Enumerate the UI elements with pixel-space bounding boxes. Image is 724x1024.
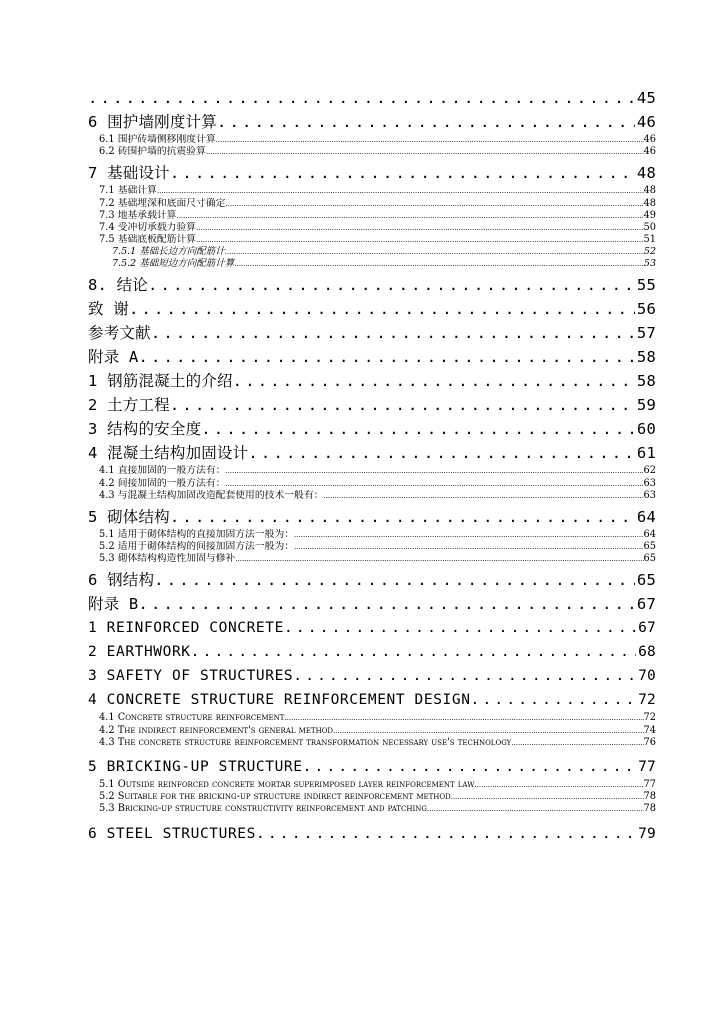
toc-dot-leader xyxy=(170,393,635,417)
toc-entry-title: 4.2 间接加固的一般方法有： xyxy=(99,477,226,489)
toc-chapter-entry[interactable] xyxy=(88,640,656,664)
toc-chapter-entry[interactable] xyxy=(88,297,656,321)
toc-entry-title: 4.1 Concrete structure reinforcement xyxy=(99,712,285,724)
toc-page-number: 57 xyxy=(636,324,656,343)
toc-page-number: 72 xyxy=(638,692,656,709)
toc-section-entry[interactable] xyxy=(88,490,656,502)
toc-entry-title: 2 EARTHWORK xyxy=(88,644,191,661)
toc-page-number: 48 xyxy=(643,185,656,197)
toc-dot-leader xyxy=(196,222,643,234)
toc-chapter-entry[interactable] xyxy=(88,345,656,369)
toc-chapter-entry[interactable] xyxy=(88,441,656,465)
toc-dot-leader xyxy=(225,246,644,258)
toc-entry-title: 6 钢结构 xyxy=(88,571,155,590)
toc-section-entry[interactable] xyxy=(88,198,656,210)
toc-dot-leader xyxy=(248,441,635,465)
toc-page-number: 58 xyxy=(636,372,656,391)
toc-dot-leader xyxy=(303,755,637,779)
toc-page-number: 55 xyxy=(636,276,656,295)
toc-page-number: 65 xyxy=(643,541,656,553)
toc-entry-title: 7.1 基础计算 xyxy=(99,185,157,197)
toc-page-number: 64 xyxy=(636,507,656,526)
toc-page-number: 68 xyxy=(638,644,656,661)
toc-chapter-entry[interactable] xyxy=(88,688,656,712)
toc-page-number: 48 xyxy=(643,197,656,209)
toc-page-number: 51 xyxy=(643,234,656,246)
toc-entry-title: 5 砌体结构 xyxy=(88,507,170,526)
toc-dot-leader xyxy=(151,321,635,345)
toc-entry-title: 4.1 直接加固的一般方法有： xyxy=(99,465,226,477)
toc-entry-title: 7.5.1 基础长边方向配筋计 xyxy=(112,246,225,258)
toc-page-number: 77 xyxy=(643,779,656,790)
toc-entry-title: 1 钢筋混凝土的介绍 xyxy=(88,372,233,391)
toc-page-number: 60 xyxy=(636,420,656,439)
toc-entry-title: 参考文献 xyxy=(88,324,151,343)
toc-section-entry[interactable] xyxy=(88,737,656,749)
toc-section-entry[interactable] xyxy=(88,712,656,724)
toc-dot-leader xyxy=(225,465,643,477)
toc-page-number: 64 xyxy=(643,528,656,540)
toc-page-number: 59 xyxy=(636,396,656,415)
toc-entry-title: 附录 B xyxy=(88,595,139,614)
toc-dot-leader xyxy=(333,725,643,737)
toc-chapter-entry[interactable] xyxy=(88,273,656,297)
toc-chapter-entry[interactable] xyxy=(88,568,656,592)
toc-subsection-entry[interactable] xyxy=(88,246,656,258)
toc-dot-leader xyxy=(225,478,643,490)
toc-entry-title: 4.3 The concrete structure reinforcement transformation necessary use's technology xyxy=(99,736,512,748)
toc-page-number: 58 xyxy=(636,348,656,367)
toc-entry-title: 7.5.2 基础短边方向配筋计算 xyxy=(112,258,235,270)
toc-page-number: 49 xyxy=(643,209,656,221)
toc-entry-title: 8. 结论 xyxy=(88,276,148,295)
toc-dot-leader xyxy=(293,664,636,688)
toc-dot-leader xyxy=(138,592,634,616)
toc-section-entry[interactable] xyxy=(88,478,656,490)
toc-entry-title: 6.2 砖围护墙的抗震验算 xyxy=(99,146,206,158)
toc-section-entry[interactable] xyxy=(88,529,656,541)
toc-entry-title: 7 基础设计 xyxy=(88,164,170,183)
toc-page-number: 65 xyxy=(643,553,656,565)
toc-entry-title: 1 REINFORCED CONCRETE xyxy=(88,620,284,637)
toc-page-number: 77 xyxy=(638,759,656,775)
toc-dot-leader xyxy=(256,822,636,846)
toc-dot-leader xyxy=(474,779,643,791)
toc-page-number: 46 xyxy=(636,113,656,131)
toc-chapter-entry[interactable] xyxy=(88,616,656,640)
toc-chapter-entry[interactable] xyxy=(88,505,656,529)
toc-chapter-entry[interactable] xyxy=(88,592,656,616)
toc-section-entry[interactable] xyxy=(88,222,656,234)
toc-section-entry[interactable] xyxy=(88,134,656,146)
toc-dot-leader xyxy=(216,134,644,146)
toc-page-number: 65 xyxy=(636,571,656,590)
toc-entry-title: 4 CONCRETE STRUCTURE REINFORCEMENT DESIGN xyxy=(88,692,471,709)
toc-page-number: 61 xyxy=(636,444,656,463)
toc-page-number: 78 xyxy=(643,791,656,803)
toc-section-entry[interactable] xyxy=(88,234,656,246)
toc-dot-leader xyxy=(201,417,635,441)
toc-page-number: 46 xyxy=(643,146,656,158)
toc-entry-title: 7.2 基础埋深和底面尺寸确定 xyxy=(99,197,226,209)
toc-page-number: 56 xyxy=(636,300,656,319)
toc-dot-leader xyxy=(323,490,643,502)
toc-dot-leader xyxy=(170,161,635,185)
toc-dot-leader xyxy=(176,210,643,222)
toc-dot-leader xyxy=(170,505,635,529)
toc-section-entry[interactable] xyxy=(88,465,656,477)
toc-entry-title: 3 结构的安全度 xyxy=(88,420,202,439)
toc-dot-leader xyxy=(196,234,643,246)
toc-section-entry[interactable] xyxy=(88,791,656,803)
toc-chapter-entry[interactable] xyxy=(88,393,656,417)
toc-entry-title: 5.2 适用于砌体结构的间接加固方法一般为： xyxy=(99,541,295,553)
toc-entry-title: 7.3 地基承载计算 xyxy=(99,209,177,221)
toc-page-number: 72 xyxy=(643,712,656,724)
toc-page-number: 62 xyxy=(643,465,656,477)
table-of-contents xyxy=(88,86,656,846)
toc-entry-title: 附录 A xyxy=(88,348,139,367)
toc-dot-leader xyxy=(294,529,643,541)
toc-page-number: 76 xyxy=(643,736,656,748)
toc-dot-leader xyxy=(191,640,636,664)
toc-entry-title: 7.5 基础底板配筋计算 xyxy=(99,234,197,246)
toc-chapter-entry[interactable] xyxy=(88,664,656,688)
toc-entry-title: 6 围护墙刚度计算 xyxy=(88,113,217,131)
toc-page-number: 63 xyxy=(643,477,656,489)
toc-section-entry[interactable] xyxy=(88,803,656,815)
toc-dot-leader xyxy=(233,369,635,393)
toc-dot-leader xyxy=(294,541,643,553)
toc-section-entry[interactable] xyxy=(88,541,656,553)
toc-page-number: 63 xyxy=(643,489,656,501)
toc-page-number: 48 xyxy=(636,164,656,183)
toc-chapter-entry[interactable] xyxy=(88,755,656,779)
toc-dot-leader xyxy=(148,273,635,297)
toc-chapter-entry[interactable] xyxy=(88,369,656,393)
toc-dot-leader xyxy=(234,258,644,270)
toc-entry-title: 5.3 砌体结构构造性加固与修补 xyxy=(99,553,236,565)
toc-page-number: 78 xyxy=(643,803,656,815)
toc-dot-leader xyxy=(225,198,643,210)
toc-page-number: 52 xyxy=(643,246,656,258)
toc-entry-title: 4.3 与混凝土结构加固改造配套使用的技术一般有： xyxy=(99,489,324,501)
toc-entry-title: 4 混凝土结构加固设计 xyxy=(88,444,249,463)
toc-section-entry[interactable] xyxy=(88,725,656,737)
toc-chapter-entry[interactable] xyxy=(88,161,656,185)
toc-entry-title: 5 BRICKING-UP STRUCTURE xyxy=(88,759,303,775)
toc-dot-leader xyxy=(138,345,634,369)
toc-section-entry[interactable] xyxy=(88,146,656,158)
toc-page-number: 79 xyxy=(638,825,656,842)
toc-chapter-entry[interactable] xyxy=(88,86,656,110)
toc-page-number: 67 xyxy=(636,595,656,614)
toc-section-entry[interactable] xyxy=(88,779,656,791)
toc-entry-title: 6.1 围护砖墙侧移刚度计算 xyxy=(99,134,216,145)
toc-dot-leader xyxy=(88,86,635,110)
toc-chapter-entry[interactable] xyxy=(88,822,656,846)
toc-subsection-entry[interactable] xyxy=(88,258,656,270)
toc-dot-leader xyxy=(284,616,636,640)
toc-page-number: 46 xyxy=(643,134,656,145)
toc-page-number: 45 xyxy=(636,89,656,107)
toc-page-number: 53 xyxy=(643,258,656,270)
toc-entry-title: 4.2 The indirect reinforcement's general method xyxy=(99,724,334,736)
toc-entry-title: 5.3 Bricking-up structure constructivity reinforcement and patching xyxy=(99,803,427,815)
toc-page-number: 70 xyxy=(638,668,656,685)
toc-chapter-entry[interactable] xyxy=(88,110,656,134)
toc-dot-leader xyxy=(154,568,635,592)
toc-section-entry[interactable] xyxy=(88,210,656,222)
toc-dot-leader xyxy=(284,712,643,724)
toc-chapter-entry[interactable] xyxy=(88,417,656,441)
toc-entry-title: 7.4 受冲切承载力验算 xyxy=(99,221,197,233)
toc-dot-leader xyxy=(217,110,635,134)
toc-dot-leader xyxy=(206,146,644,158)
toc-entry-title: 5.1 Outside reinforced concrete mortar superimposed layer reinforcement law xyxy=(99,779,475,790)
toc-page-number: 50 xyxy=(643,221,656,233)
toc-dot-leader xyxy=(451,791,644,803)
toc-dot-leader xyxy=(511,737,643,749)
toc-dot-leader xyxy=(129,297,635,321)
toc-chapter-entry[interactable] xyxy=(88,321,656,345)
toc-dot-leader xyxy=(427,803,644,815)
toc-page-number: 67 xyxy=(638,620,656,637)
toc-entry-title: 3 SAFETY OF STRUCTURES xyxy=(88,668,294,685)
toc-page-number: 74 xyxy=(643,724,656,736)
toc-section-entry[interactable] xyxy=(88,553,656,565)
toc-entry-title: 致 谢 xyxy=(88,300,129,319)
toc-entry-title: 5.1 适用于砌体结构的直接加固方法一般为： xyxy=(99,528,295,540)
toc-entry-title: 6 STEEL STRUCTURES xyxy=(88,825,256,842)
toc-dot-leader xyxy=(235,553,643,565)
toc-section-entry[interactable] xyxy=(88,185,656,197)
toc-entry-title: 5.2 Suitable for the bricking-up structure indirect reinforcement method xyxy=(99,791,451,803)
toc-dot-leader xyxy=(157,185,644,197)
toc-dot-leader xyxy=(471,688,637,712)
toc-entry-title: 2 土方工程 xyxy=(88,396,170,415)
